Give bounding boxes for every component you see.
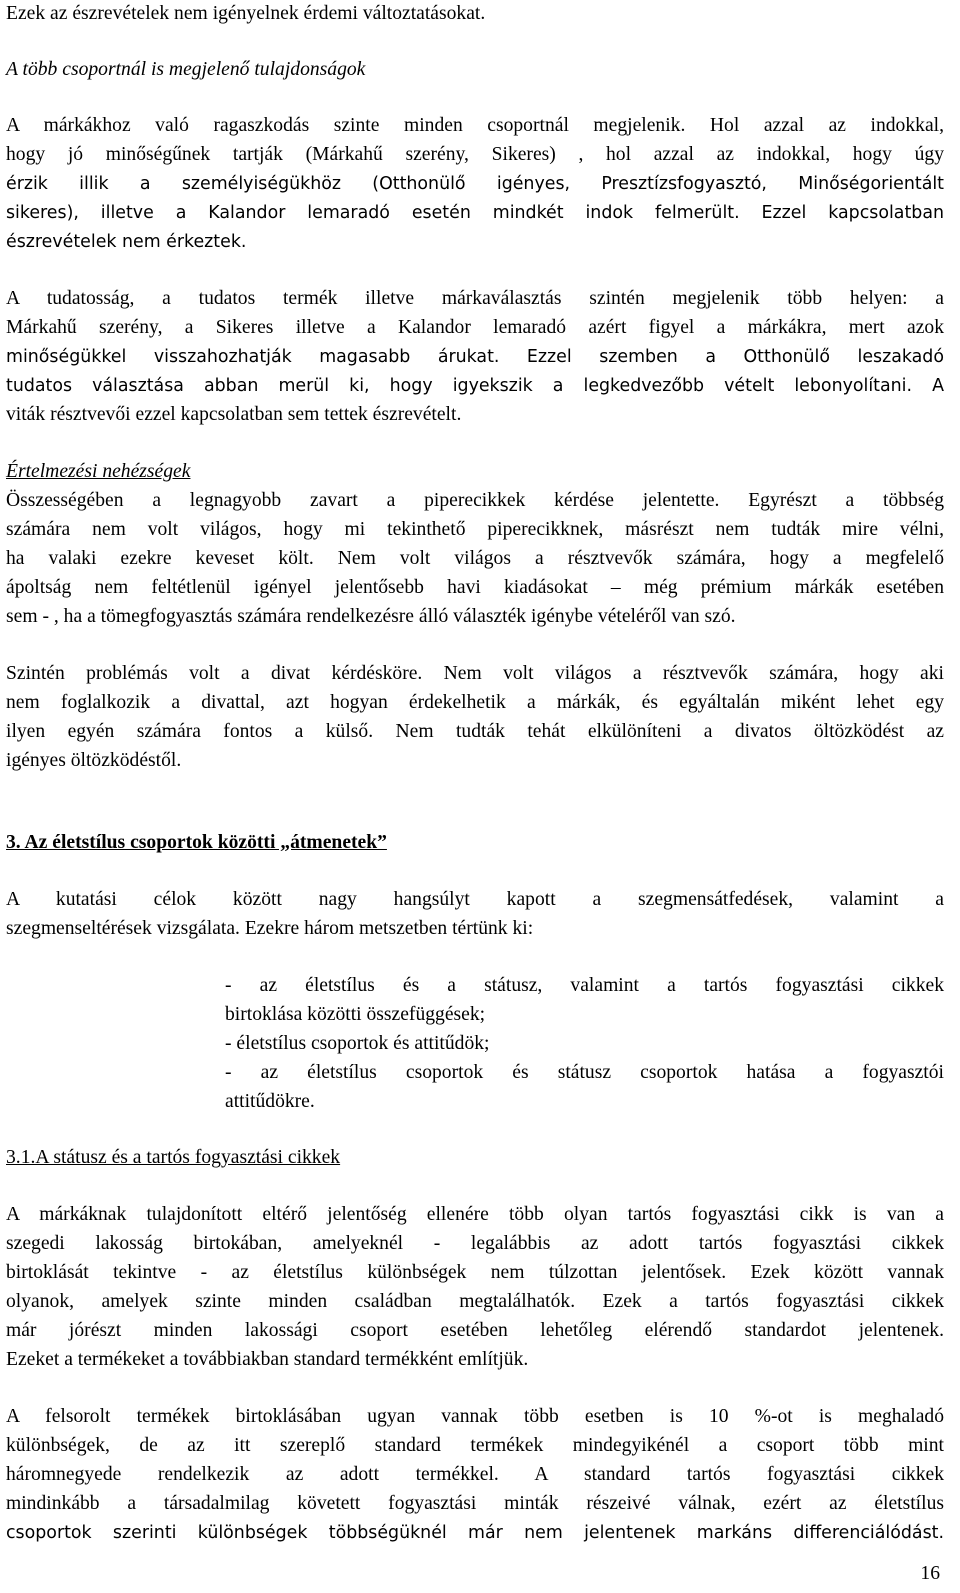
text-line: birtoklását tekintve - az életstílus különbségek nem túlzottan jelentősek. Ezek között vannak (6, 1262, 944, 1283)
text-line: Márkahű szerény, a Sikeres illetve a Kalandor lemaradó azért figyel a márkákra, mert azok (6, 317, 944, 338)
text-line: nem foglalkozik a divattal, azt hogyan érdekelhetik a márkák, és egyáltalán miként lehet egy (6, 692, 944, 713)
text-line: csoportok szerinti különbségek többségüknél már nem jelentenek markáns differenciálódást. (6, 1523, 944, 1543)
list-item: - életstílus csoportok és attitűdök; (225, 1033, 490, 1054)
text-line: ilyen egyén számára fontos a külső. Nem tudták tehát elkülöníteni a divatos öltözködést az (6, 721, 944, 742)
text-line: már jórészt minden lakossági csoport esetében lehetőleg elérendő standardot jelentenek. (6, 1320, 944, 1341)
text-line: sikeres), illetve a Kalandor lemaradó esetén mindkét indok felmerült. Ezzel kapcsolatban (6, 203, 944, 223)
section-heading-common-traits: A több csoportnál is megjelenő tulajdonságok (6, 59, 366, 80)
text-line: mindinkább a társadalmilag követett fogyasztási minták részeivé válnak, ezért az életstílus (6, 1493, 944, 1514)
list-item: - az életstílus csoportok és státusz csoportok hatása a fogyasztói (225, 1062, 944, 1083)
page-number: 16 (920, 1563, 940, 1584)
chapter-heading-transitions: 3. Az életstílus csoportok közötti „átmenetek” (6, 832, 387, 853)
list-item: - az életstílus és a státusz, valamint a tartós fogyasztási cikkek (225, 975, 944, 996)
text-line: érzik illik a személyiségükhöz (Otthonülő igényes, Presztízsfogyasztó, Minőségorientált (6, 174, 944, 194)
text-line: Összességében a legnagyobb zavart a piperecikkek kérdése jelentette. Egyrészt a többség (6, 490, 944, 511)
text-line: tudatos választása abban merül ki, hogy igyekszik a legkedvezőbb vételt lebonyolítani. A (6, 376, 944, 396)
text-line: A márkáknak tulajdonított eltérő jelentőség ellenére több olyan tartós fogyasztási cikk is van a (6, 1204, 944, 1225)
text-line: Ezeket a termékeket a továbbiakban standard termékként említjük. (6, 1349, 529, 1370)
text-line: igényes öltözködéstől. (6, 750, 182, 771)
section-heading-interpretation: Értelmezési nehézségek (6, 461, 191, 482)
text-line: ápoltság nem feltétlenül igényel jelentősebb havi kiadásokat – még prémium márkák esetében (6, 577, 944, 598)
list-item-continuation: attitűdökre. (225, 1091, 315, 1112)
text-line: olyanok, amelyek szinte minden családban megtalálhatók. Ezek a tartós fogyasztási cikkek (6, 1291, 944, 1312)
text-line: észrevételek nem érkeztek. (6, 232, 247, 252)
text-line: viták résztvevői ezzel kapcsolatban sem tettek észrevételt. (6, 404, 462, 425)
text-line: Szintén problémás volt a divat kérdésköre. Nem volt világos a résztvevők számára, hogy aki (6, 663, 944, 684)
text-line: minőségükkel visszahozhatják magasabb árukat. Ezzel szemben a Otthonülő leszakadó (6, 347, 944, 367)
text-line: A felsorolt termékek birtoklásában ugyan vannak több esetben is 10 %-ot is meghaladó (6, 1406, 944, 1427)
text-line: számára nem volt világos, hogy mi tekinthető piperecikknek, másrészt nem tudták mire vélni, (6, 519, 944, 540)
text-line: szegmenseltérések vizsgálata. Ezekre három metszetben tértünk ki: (6, 918, 534, 939)
text-line: A márkákhoz való ragaszkodás szinte minden csoportnál megjelenik. Hol azzal az indokkal, (6, 115, 944, 136)
paragraph-intro: Ezek az észrevételek nem igényelnek érdemi változtatásokat. (6, 3, 486, 24)
text-line: ha valaki ezekre keveset költ. Nem volt világos a résztvevők számára, hogy a megfelelő (6, 548, 944, 569)
text-line: hogy jó minőségűnek tartják (Márkahű szerény, Sikeres) , hol azzal az indokkal, hogy úgy (6, 144, 944, 165)
text-line: háromnegyede rendelkezik az adott termékkel. A standard tartós fogyasztási cikkek (6, 1464, 944, 1485)
list-item-continuation: birtoklása közötti összefüggések; (225, 1004, 486, 1025)
text-line: különbségek, de az itt szereplő standard termékek mindegyikénél a csoport több mint (6, 1435, 944, 1456)
text-line: szegedi lakosság birtokában, amelyeknél - legalábbis az adott tartós fogyasztási cikkek (6, 1233, 944, 1254)
text-line: A kutatási célok között nagy hangsúlyt kapott a szegmensátfedések, valamint a (6, 889, 944, 910)
text-line: sem - , ha a tömegfogyasztás számára rendelkezésre álló választék igénybe vételéről van szó. (6, 606, 736, 627)
subsection-heading-status: 3.1.A státusz és a tartós fogyasztási cikkek (6, 1147, 341, 1168)
text-line: A tudatosság, a tudatos termék illetve márkaválasztás szintén megjelenik több helyen: a (6, 288, 944, 309)
